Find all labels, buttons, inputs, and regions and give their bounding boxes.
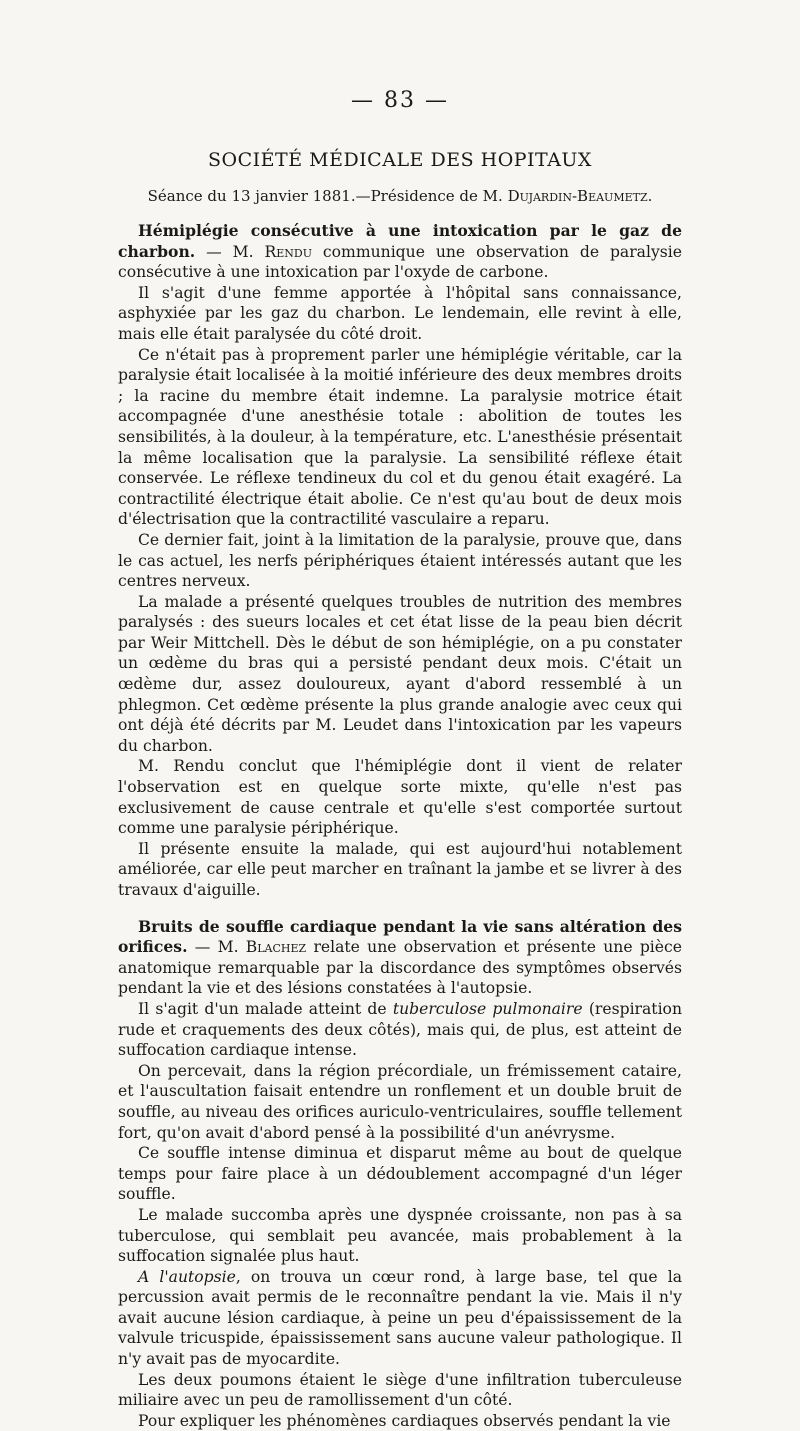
article2-p6-after: , on trouva un cœur rond, à large base, tel que la percussion avait permis de le reconnaître pendant la vie. Mais il n'y avait aucune lésion cardiaque, à peine un peu d'épaississement de la valvule tricuspide, épaississement sans aucune valeur pathologique. Il n'y avait pas de myocardite. [118,1267,682,1369]
article-bruits-de-souffle [118,917,682,1431]
article2-paragraph-3: On percevait, dans la région précordiale, un frémissement cataire, et l'auscultation faisait entendre un ronflement et un double bruit de souffle, au niveau des orifices auriculo-ventriculaires, souffle tellement fort, qu'on avait d'abord pensé à la possibilité d'un anévrysme. [118,1061,682,1142]
article1-intro-text: communique une observation de paralysie consécutive à une intoxication par l'oxyde de carbone. [118,242,682,282]
article2-author: Blachez [245,938,307,957]
article2-intro-text: relate une observation et présente une pièce anatomique remarquable par la discordance des symptômes observés pendant la vie et des lésions constatées à l'autopsie. [118,938,682,998]
page-number: — 83 — [351,88,449,113]
article2-lead: — M. [187,938,246,957]
article1-intro [118,221,682,283]
article1-paragraph-5: La malade a présenté quelques troubles de nutrition des membres paralysés : des sueurs locales et cet état lisse de la peau bien décrit par Weir Mittchell. Dès le début de son hémiplégie, on a pu constater un œdème du bras qui a persisté pendant deux mois. C'était un œdème dur, assez douloureux, ayant d'abord ressemblé à un phlegmon. Cet œdème présente la plus grande analogie avec ceux qui ont déjà été décrits par M. Leudet dans l'intoxication par les vapeurs du charbon. [118,592,682,755]
article2-intro [118,917,682,999]
article-hemiplegie [118,221,682,901]
article2-paragraph-7: Les deux poumons étaient le siège d'une infiltration tuberculeuse miliaire avec un peu de ramollissement d'un côté. [118,1370,682,1410]
article1-paragraph-2: Il s'agit d'une femme apportée à l'hôpital sans connaissance, asphyxiée par les gaz du charbon. Le lendemain, elle revint à elle, mais elle était paralysée du côté droit. [118,283,682,343]
article1-paragraph-3: Ce n'était pas à proprement parler une hémiplégie véritable, car la paralysie était localisée à la moitié inférieure des deux membres droits ; la racine du membre était indemne. La paralysie motrice était accompagnée d'une anesthésie totale : abolition de toutes les sensibilités, à la douleur, à la température, etc. L'anesthésie présentait la même localisation que la paralysie. La sensibilité réflexe était conservée. Le réflexe tendineux du col et du genou était exagéré. La contractilité électrique était abolie. Ce n'est qu'au bout de deux mois d'électrisation que la contractilité vasculaire a reparu. [118,345,682,529]
article1-paragraph-4: Ce dernier fait, joint à la limitation de la paralysie, prouve que, dans le cas actuel, les nerfs périphériques étaient intéressés autant que les centres nerveux. [118,530,682,591]
article2-p2-before: Il s'agit d'un malade atteint de [138,999,393,1018]
article2-paragraph-4: Ce souffle intense diminua et disparut même au bout de quelque temps pour faire place à un dédoublement accompagné d'un léger souffle. [118,1144,682,1204]
article2-paragraph-8: Pour expliquer les phénomènes cardiaques observés pendant la vie [138,1411,671,1430]
article1-author: Rendu [264,242,312,261]
session-date: Séance du 13 janvier 1881.—Présidence de M. [147,187,503,205]
article1-paragraph-6: M. Rendu conclut que l'hémiplégie dont il vient de relater l'observation est en quelque sorte mixte, qu'elle n'est pas exclusivement de cause centrale et qu'elle s'est comportée surtout comme une paralysie périphérique. [118,757,682,838]
article2-p6-italic: A l'autopsie [138,1267,236,1286]
article2-p2-italic: tuberculose pulmonaire [392,999,583,1018]
article2-paragraph-6 [118,1267,682,1370]
society-title: SOCIÉTÉ MÉDICALE DES HOPITAUX [208,149,592,171]
article2-paragraph-5: Le malade succomba après une dyspnée croissante, non pas à sa tuberculose, qui semblait peu avancée, mais probablement à la suffocation signalée plus haut. [118,1205,682,1266]
article2-paragraph-2 [118,999,682,1061]
article2-p2-after: (respiration rude et craquements des deux côtés), mais qui, de plus, est atteint de suffocation cardiaque intense. [118,999,682,1060]
article1-paragraph-7: Il présente ensuite la malade, qui est aujourd'hui notablement améliorée, car elle peut marcher en traînant la jambe et se livrer à des travaux d'aiguille. [118,839,682,899]
article2-heading: Bruits de souffle cardiaque pendant la vie sans altération des orifices. [118,916,682,957]
article1-heading: Hémiplégie consécutive à une intoxication par le gaz de charbon. [118,221,682,261]
session-president: Dujardin-Beaumetz. [507,187,653,205]
section-divider [118,901,682,917]
session-line [118,187,682,205]
article1-lead: — M. [195,242,265,261]
